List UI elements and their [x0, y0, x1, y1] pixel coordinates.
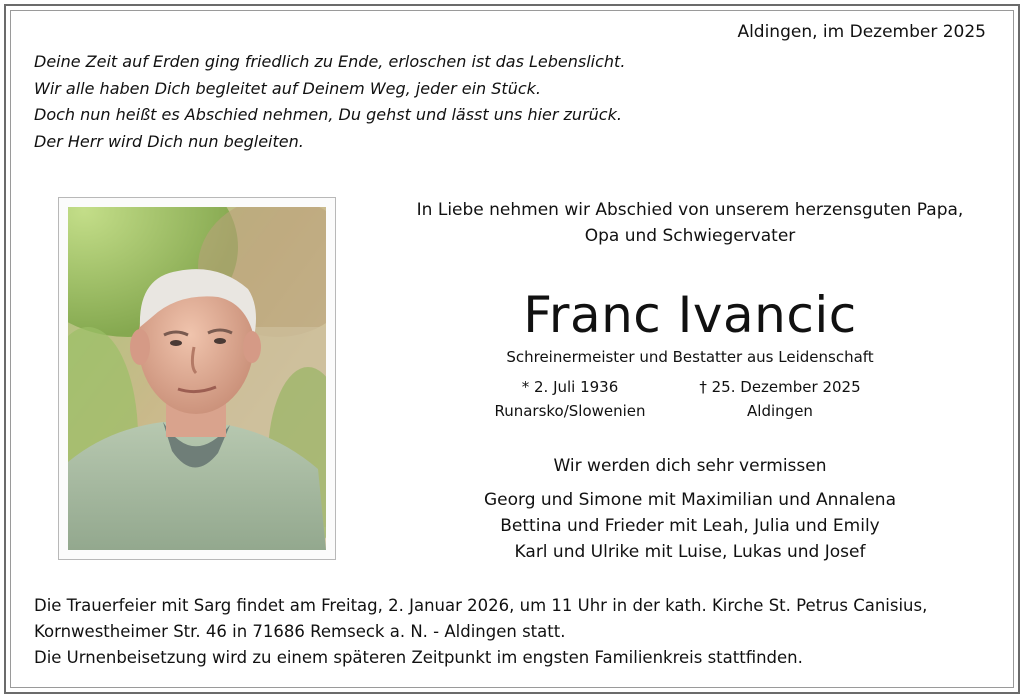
mourner-line: Bettina und Frieder mit Leah, Julia und Emily [500, 516, 880, 536]
mourner-line: Georg und Simone mit Maximilian und Annalena [483, 490, 897, 510]
service-line: Die Trauerfeier mit Sarg findet am Freitag, 2. Januar 2026, um 11 Uhr in der kath. Kirche St. Petrus Canisius, [34, 596, 928, 615]
birth-place: Runarsko/Slowenien [494, 402, 646, 420]
poem-line: Der Herr wird Dich nun begleiten. [34, 131, 304, 151]
deceased-name: Franc Ivancic [523, 286, 857, 344]
profession: Schreinermeister und Bestatter aus Leidenschaft [506, 348, 874, 366]
service-line: Kornwestheimer Str. 46 in 71686 Remseck a. N. - Aldingen statt. [34, 622, 566, 641]
service-line: Die Urnenbeisetzung wird zu einem späteren Zeitpunkt im engsten Familienkreis stattfinden. [34, 648, 803, 667]
intro-line: Opa und Schwiegervater [584, 226, 796, 246]
intro-line: In Liebe nehmen wir Abschied von unserem herzensguten Papa, [416, 200, 964, 220]
poem-line: Doch nun heißt es Abschied nehmen, Du gehst und lässt uns hier zurück. [34, 105, 622, 124]
intro-text [380, 197, 1000, 249]
place-date: Aldingen, im Dezember 2025 [737, 22, 986, 42]
poem [34, 49, 625, 155]
death-info [680, 375, 880, 423]
service-info [34, 593, 927, 671]
birth-info [470, 375, 670, 423]
birth-date: * 2. Juli 1936 [521, 378, 619, 396]
death-date: † 25. Dezember 2025 [699, 378, 861, 396]
poem-line: Deine Zeit auf Erden ging friedlich zu Ende, erloschen ist das Lebenslicht. [34, 52, 626, 71]
poem-line: Wir alle haben Dich begleitet auf Deinem Weg, jeder ein Stück. [34, 78, 541, 98]
mourner-line: Karl und Ulrike mit Luise, Lukas und Josef [514, 542, 866, 562]
death-place: Aldingen [747, 402, 813, 420]
mourners-heading: Wir werden dich sehr vermissen [553, 456, 827, 476]
portrait-frame [58, 197, 336, 560]
mourners-list [380, 487, 1000, 565]
portrait-photo [68, 207, 326, 550]
